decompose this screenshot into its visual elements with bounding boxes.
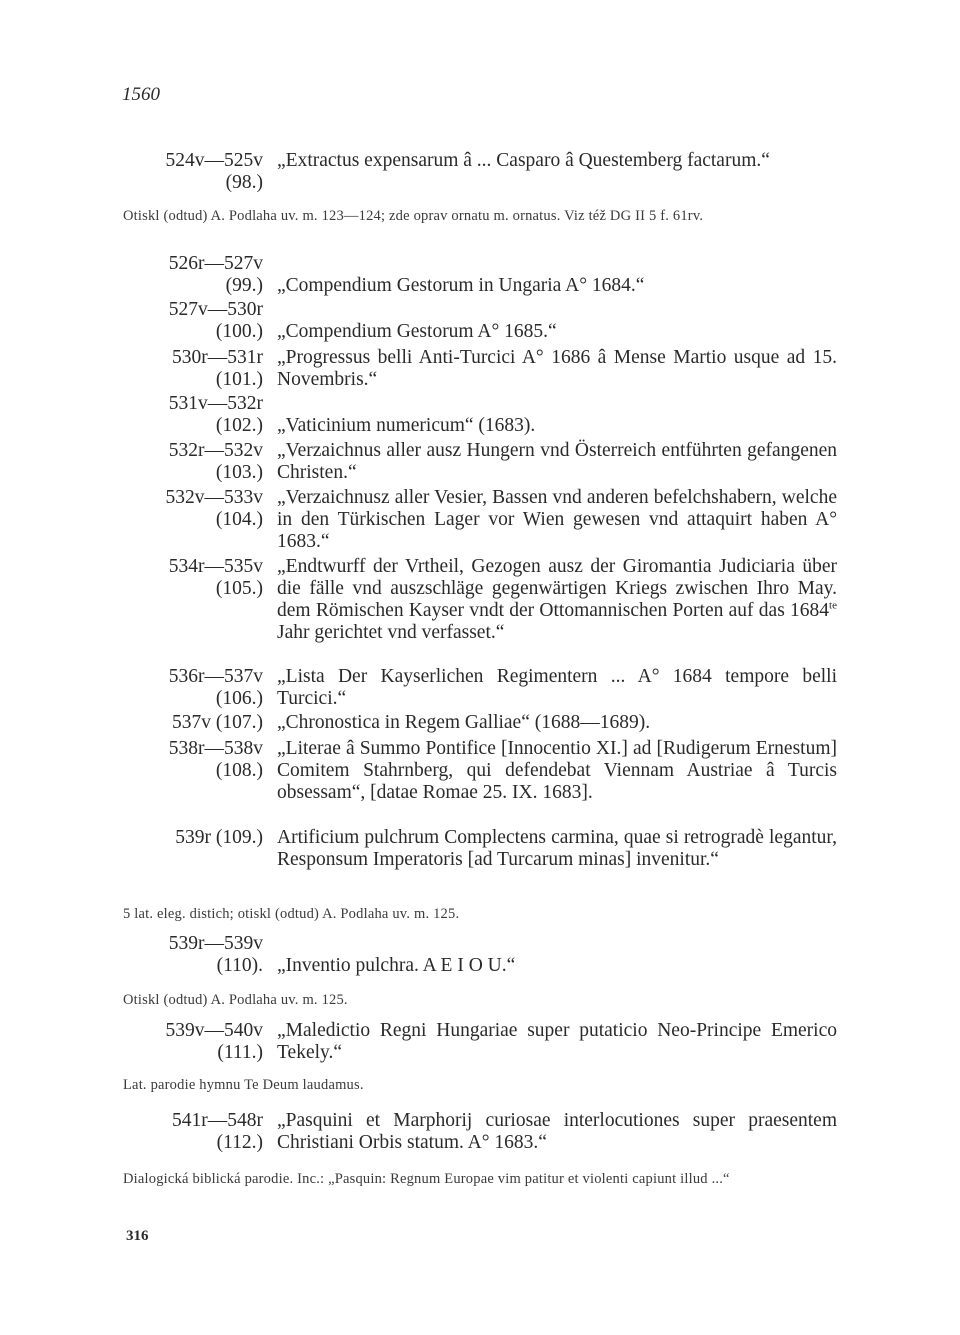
- folio-signature: [165, 556, 277, 644]
- entry-title: „Verzaichnus aller ausz Hungern vnd Österreich entführten gefangenen Christen.“: [277, 440, 837, 483]
- item-number: (100.): [215, 321, 263, 342]
- item-number: (111.): [217, 1042, 263, 1063]
- catalog-entry: [165, 150, 837, 194]
- item-number: (101.): [215, 369, 263, 390]
- folio-signature: [165, 299, 277, 343]
- folio-range: 536r—537v: [168, 666, 263, 687]
- folio-range: 531v—532r: [168, 393, 263, 414]
- item-number: (112.): [216, 1132, 263, 1153]
- folio-range: 539r (109.): [175, 827, 263, 848]
- folio-range: 541r—548r: [172, 1110, 263, 1131]
- folio-signature: [165, 712, 277, 734]
- entry-title: „Extractus expensarum â ... Casparo â Questemberg factarum.“: [277, 150, 770, 171]
- folio-signature: [165, 827, 277, 871]
- catalog-entry: [165, 1110, 837, 1154]
- item-number: (104.): [215, 509, 263, 530]
- folio-range: 539r—539v: [168, 933, 263, 954]
- note: Otiskl (odtud) A. Podlaha uv. m. 123—124; zde oprav ornatu m. ornatus. Viz též DG II 5 f. 61rv.: [123, 208, 704, 224]
- catalog-entry: [165, 440, 837, 484]
- entry-title: „Maledictio Regni Hungariae super putaticio Neo-Principe Emerico Tekely.“: [277, 1020, 837, 1063]
- folio-signature: [165, 738, 277, 804]
- entry-title: „Compendium Gestorum in Ungaria A° 1684.“: [277, 275, 645, 296]
- catalog-entry: [165, 712, 837, 734]
- folio-range: 524v—525v: [165, 150, 263, 171]
- item-number: (98.): [225, 172, 263, 193]
- item-number: (106.): [215, 688, 263, 709]
- folio-range: 534r—535v: [168, 556, 263, 577]
- catalog-entry: [165, 556, 837, 644]
- folio-signature: [165, 253, 277, 297]
- catalog-entry: [165, 933, 837, 977]
- entry-title: „Progressus belli Anti-Turcici A° 1686 â Mense Martio usque ad 15. Novembris.“: [277, 347, 837, 390]
- entry-title: „Compendium Gestorum A° 1685.“: [277, 321, 557, 342]
- item-number: (105.): [215, 578, 263, 599]
- note: Lat. parodie hymnu Te Deum laudamus.: [123, 1077, 364, 1093]
- folio-signature: [165, 347, 277, 391]
- item-number: (108.): [215, 760, 263, 781]
- note: 5 lat. eleg. distich; otiskl (odtud) A. Podlaha uv. m. 125.: [123, 906, 460, 922]
- page-number: 1560: [122, 84, 160, 105]
- catalog-entry: [165, 393, 837, 437]
- folio-signature: [165, 393, 277, 437]
- item-number: (102.): [215, 415, 263, 436]
- item-number: (110).: [216, 955, 263, 976]
- note: Dialogická biblická parodie. Inc.: „Pasquin: Regnum Europae vim patitur et violenti capiunt illud ...“: [123, 1171, 730, 1187]
- note: Otiskl (odtud) A. Podlaha uv. m. 125.: [123, 992, 348, 1008]
- footer-page-number: 316: [126, 1228, 149, 1244]
- folio-signature: [165, 666, 277, 710]
- catalog-entry: [165, 347, 837, 391]
- catalog-entry: [165, 827, 837, 871]
- folio-signature: [165, 933, 277, 977]
- folio-range: 526r—527v: [168, 253, 263, 274]
- folio-signature: [165, 1110, 277, 1154]
- folio-range: 538r—538v: [168, 738, 263, 759]
- entry-title: „Inventio pulchra. A E I O U.“: [277, 955, 516, 976]
- folio-range: 530r—531r: [172, 347, 263, 368]
- entry-title: „Chronostica in Regem Galliae“ (1688—1689).: [277, 712, 651, 733]
- folio-range: 532v—533v: [165, 487, 263, 508]
- folio-range: 539v—540v: [165, 1020, 263, 1041]
- folio-signature: [165, 1020, 277, 1064]
- folio-range: 532r—532v: [168, 440, 263, 461]
- item-number: (103.): [215, 462, 263, 483]
- folio-signature: [165, 440, 277, 484]
- folio-signature: [165, 487, 277, 553]
- catalog-entry: [165, 299, 837, 343]
- entry-title: „Pasquini et Marphorij curiosae interlocutiones super praesentem Christiani Orbis statum. A° 1683.“: [277, 1110, 837, 1153]
- folio-range: 537v (107.): [172, 712, 263, 733]
- catalog-entry: [165, 1020, 837, 1064]
- entry-title: „Literae â Summo Pontifice [Innocentio XI.] ad [Rudigerum Ernestum] Comitem Stahrnberg, qui defendebat Viennam Austriae â Turcis obsessam“, [datae Romae 25. IX. 1683].: [277, 738, 837, 803]
- entry-title: „Lista Der Kayserlichen Regimentern ... A° 1684 tempore belli Turcici.“: [277, 666, 837, 709]
- entry-title: „Verzaichnusz aller Vesier, Bassen vnd anderen befelchshabern, welche in den Türkischen Lager vor Wien gewesen vnd attaquirt haben A° 1683.“: [277, 487, 837, 552]
- catalog-entry: [165, 666, 837, 710]
- entry-title: Artificium pulchrum Complectens carmina, quae si retrogradè legantur, Responsum Imperatoris [ad Turcarum minas] invenitur.“: [277, 827, 837, 870]
- catalog-entry: [165, 253, 837, 297]
- folio-range: 527v—530r: [168, 299, 263, 320]
- entry-title: „Endtwurff der Vrtheil, Gezogen ausz der Giromantia Judiciaria über die fälle vnd auszschläge gegenwärtigen Kriegs zwischen Ihro May. dem Römischen Kayser vndt der Ottomannischen Porten auf das $1684^{te}$ Jahr gerichtet vnd verfasset.“: [277, 556, 837, 643]
- entry-title: „Vaticinium numericum“ (1683).: [277, 415, 536, 436]
- folio-signature: [165, 150, 277, 194]
- item-number: (99.): [225, 275, 263, 296]
- catalog-entry: [165, 738, 837, 804]
- catalog-entry: [165, 487, 837, 553]
